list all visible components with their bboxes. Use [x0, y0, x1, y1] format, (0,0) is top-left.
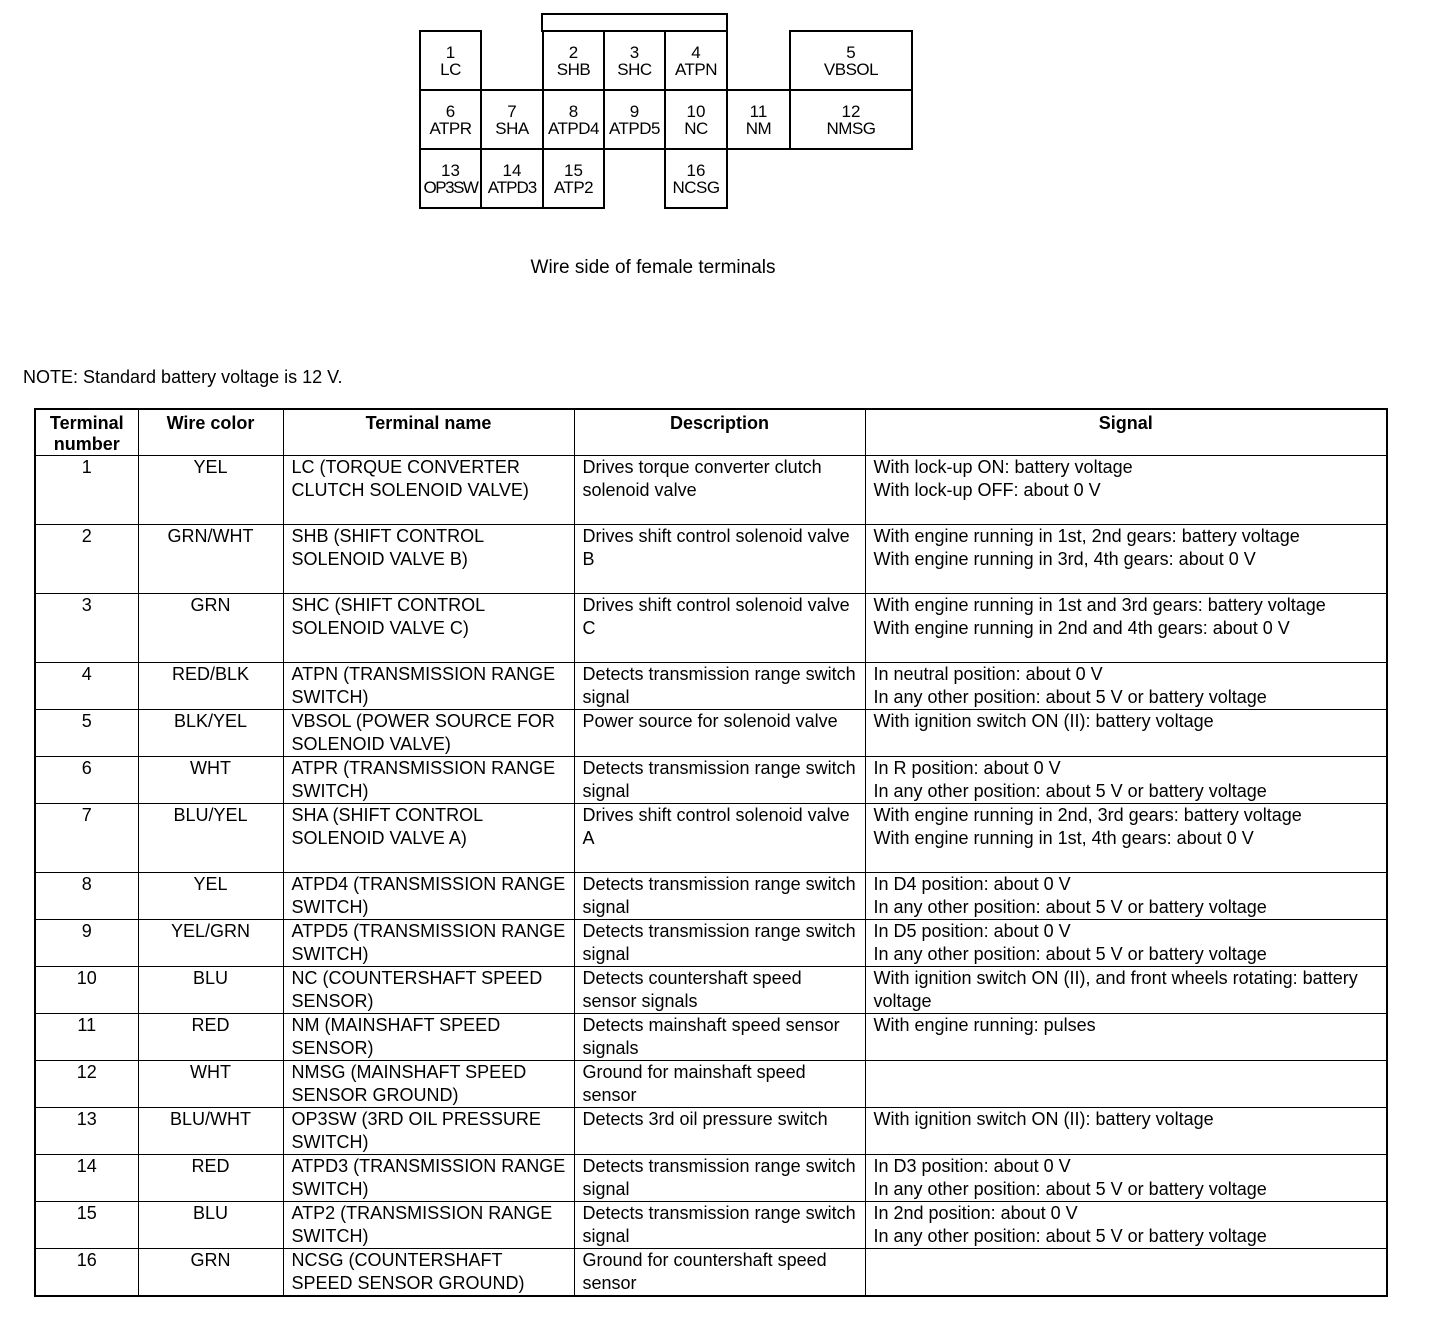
- header-wire-color: Wire color: [138, 409, 283, 456]
- terminal-number: 10: [686, 101, 706, 121]
- terminal-label: ATPD5: [608, 118, 661, 138]
- wire-color-cell: YEL/GRN: [138, 920, 283, 967]
- terminal-name-cell: ATPD4 (TRANSMISSION RANGE SWITCH): [283, 873, 574, 920]
- table-row: [35, 873, 1387, 920]
- signal-cell: With ignition switch ON (II), and front wheels rotating: battery voltage: [865, 967, 1387, 1014]
- terminal-label: ATPD4: [547, 118, 600, 138]
- header-terminal-name: Terminal name: [283, 409, 574, 456]
- signal-cell: [865, 1061, 1387, 1108]
- signal-cell: With engine running: pulses: [865, 1014, 1387, 1061]
- description-cell: Drives shift control solenoid valve B: [574, 525, 865, 594]
- wire-color-cell: RED/BLK: [138, 663, 283, 710]
- table-row: [35, 1061, 1387, 1108]
- terminal-label: OP3SW: [423, 177, 478, 197]
- terminal-number-cell: 3: [35, 594, 138, 663]
- table-row: [35, 920, 1387, 967]
- wire-color-cell: WHT: [138, 1061, 283, 1108]
- terminal-label: SHC: [617, 59, 652, 79]
- terminal-number-cell: 9: [35, 920, 138, 967]
- terminal-2: [542, 30, 605, 91]
- terminal-15: [542, 148, 605, 209]
- terminal-number-cell: 7: [35, 804, 138, 873]
- terminal-12: [789, 89, 913, 150]
- terminal-number: 11: [749, 101, 768, 121]
- terminal-name-cell: OP3SW (3RD OIL PRESSURE SWITCH): [283, 1108, 574, 1155]
- description-cell: Ground for countershaft speed sensor: [574, 1249, 865, 1297]
- description-cell: Detects 3rd oil pressure switch: [574, 1108, 865, 1155]
- terminal-label: NCSG: [672, 177, 720, 197]
- wire-color-cell: BLU/WHT: [138, 1108, 283, 1155]
- wire-color-cell: RED: [138, 1155, 283, 1202]
- terminal-name-cell: NM (MAINSHAFT SPEED SENSOR): [283, 1014, 574, 1061]
- terminal-11: [726, 89, 791, 150]
- terminal-number: 4: [691, 42, 701, 62]
- terminal-7: [480, 89, 544, 150]
- terminal-name-cell: ATPN (TRANSMISSION RANGE SWITCH): [283, 663, 574, 710]
- description-cell: Drives shift control solenoid valve C: [574, 594, 865, 663]
- wire-color-cell: WHT: [138, 757, 283, 804]
- diagram-caption: Wire side of female terminals: [530, 257, 776, 278]
- signal-cell: In D4 position: about 0 V In any other position: about 5 V or battery voltage: [865, 873, 1387, 920]
- wire-color-cell: RED: [138, 1014, 283, 1061]
- signal-cell: With ignition switch ON (II): battery voltage: [865, 710, 1387, 757]
- terminal-number: 8: [568, 101, 579, 121]
- wire-color-cell: YEL: [138, 456, 283, 525]
- description-cell: Ground for mainshaft speed sensor: [574, 1061, 865, 1108]
- signal-cell: In R position: about 0 V In any other position: about 5 V or battery voltage: [865, 757, 1387, 804]
- terminal-number: 16: [686, 160, 706, 180]
- signal-cell: In 2nd position: about 0 V In any other position: about 5 V or battery voltage: [865, 1202, 1387, 1249]
- terminal-14: [480, 148, 544, 209]
- terminal-number-cell: 10: [35, 967, 138, 1014]
- table-row: [35, 456, 1387, 525]
- description-cell: Drives shift control solenoid valve A: [574, 804, 865, 873]
- wire-color-cell: BLU: [138, 967, 283, 1014]
- terminal-name-cell: SHA (SHIFT CONTROL SOLENOID VALVE A): [283, 804, 574, 873]
- terminal-label: ATPD3: [487, 177, 537, 197]
- description-cell: Detects transmission range switch signal: [574, 1155, 865, 1202]
- terminal-number-cell: 14: [35, 1155, 138, 1202]
- description-cell: Detects transmission range switch signal: [574, 757, 865, 804]
- terminal-label: SHB: [556, 59, 591, 79]
- terminal-number-cell: 12: [35, 1061, 138, 1108]
- signal-cell: In D5 position: about 0 V In any other position: about 5 V or battery voltage: [865, 920, 1387, 967]
- terminal-9: [603, 89, 666, 150]
- description-cell: Detects transmission range switch signal: [574, 920, 865, 967]
- wire-color-cell: YEL: [138, 873, 283, 920]
- connector-diagram: [0, 0, 1440, 230]
- terminal-name-cell: ATPR (TRANSMISSION RANGE SWITCH): [283, 757, 574, 804]
- signal-cell: With engine running in 1st, 2nd gears: battery voltage With engine running in 3rd, 4th gears: about 0 V: [865, 525, 1387, 594]
- signal-cell: In neutral position: about 0 V In any other position: about 5 V or battery voltage: [865, 663, 1387, 710]
- terminal-label: SHA: [495, 118, 529, 138]
- table-row: [35, 1014, 1387, 1061]
- description-cell: Detects transmission range switch signal: [574, 1202, 865, 1249]
- table-row: [35, 710, 1387, 757]
- terminal-6: [419, 89, 482, 150]
- terminal-label: NMSG: [826, 118, 876, 138]
- description-cell: Detects countershaft speed sensor signals: [574, 967, 865, 1014]
- table-row: [35, 1108, 1387, 1155]
- terminal-label: ATPR: [429, 118, 472, 138]
- description-cell: Detects transmission range switch signal: [574, 873, 865, 920]
- header-signal: Signal: [865, 409, 1387, 456]
- table-row: [35, 525, 1387, 594]
- terminal-number-cell: 15: [35, 1202, 138, 1249]
- terminal-number-cell: 4: [35, 663, 138, 710]
- header-terminal-number: Terminal number: [35, 409, 138, 456]
- terminal-name-cell: VBSOL (POWER SOURCE FOR SOLENOID VALVE): [283, 710, 574, 757]
- description-cell: Detects mainshaft speed sensor signals: [574, 1014, 865, 1061]
- terminal-name-cell: NCSG (COUNTERSHAFT SPEED SENSOR GROUND): [283, 1249, 574, 1297]
- signal-cell: With ignition switch ON (II): battery voltage: [865, 1108, 1387, 1155]
- terminal-1: [419, 30, 482, 91]
- table-row: [35, 1249, 1387, 1297]
- terminal-label: NC: [684, 118, 708, 138]
- terminal-4: [664, 30, 728, 91]
- terminal-number-cell: 1: [35, 456, 138, 525]
- terminal-number: 13: [441, 160, 460, 180]
- terminal-name-cell: ATP2 (TRANSMISSION RANGE SWITCH): [283, 1202, 574, 1249]
- terminal-number: 6: [445, 101, 456, 121]
- terminal-name-cell: ATPD5 (TRANSMISSION RANGE SWITCH): [283, 920, 574, 967]
- terminal-label: VBSOL: [823, 59, 879, 79]
- terminal-3: [603, 30, 666, 91]
- terminal-8: [542, 89, 605, 150]
- table-row: [35, 1202, 1387, 1249]
- wire-color-cell: BLK/YEL: [138, 710, 283, 757]
- signal-cell: [865, 1249, 1387, 1297]
- terminal-number-cell: 6: [35, 757, 138, 804]
- table-row: [35, 663, 1387, 710]
- terminal-name-cell: SHC (SHIFT CONTROL SOLENOID VALVE C): [283, 594, 574, 663]
- terminal-number-cell: 5: [35, 710, 138, 757]
- signal-cell: In D3 position: about 0 V In any other position: about 5 V or battery voltage: [865, 1155, 1387, 1202]
- terminal-number: 5: [846, 42, 856, 62]
- terminal-number: 14: [502, 160, 522, 180]
- signal-cell: With engine running in 1st and 3rd gears: battery voltage With engine running in 2nd and 4th gears: about 0 V: [865, 594, 1387, 663]
- wire-color-cell: BLU/YEL: [138, 804, 283, 873]
- description-cell: Power source for solenoid valve: [574, 710, 865, 757]
- terminal-number: 9: [629, 101, 640, 121]
- table-header-row: [35, 409, 1387, 456]
- table-row: [35, 967, 1387, 1014]
- signal-cell: With lock-up ON: battery voltage With lock-up OFF: about 0 V: [865, 456, 1387, 525]
- terminal-5: [789, 30, 913, 91]
- wire-color-cell: GRN: [138, 594, 283, 663]
- terminal-table: [34, 408, 1388, 1297]
- description-cell: Drives torque converter clutch solenoid valve: [574, 456, 865, 525]
- wire-color-cell: GRN/WHT: [138, 525, 283, 594]
- terminal-name-cell: NMSG (MAINSHAFT SPEED SENSOR GROUND): [283, 1061, 574, 1108]
- terminal-number-cell: 16: [35, 1249, 138, 1297]
- terminal-number-cell: 13: [35, 1108, 138, 1155]
- terminal-number: 2: [568, 42, 579, 62]
- terminal-16: [664, 148, 728, 209]
- wire-color-cell: BLU: [138, 1202, 283, 1249]
- terminal-number: 1: [445, 42, 456, 62]
- terminal-10: [664, 89, 728, 150]
- terminal-label: ATP2: [553, 177, 594, 197]
- terminal-name-cell: LC (TORQUE CONVERTER CLUTCH SOLENOID VALVE): [283, 456, 574, 525]
- table-row: [35, 594, 1387, 663]
- terminal-number: 12: [841, 101, 861, 121]
- signal-cell: With engine running in 2nd, 3rd gears: battery voltage With engine running in 1st, 4th gears: about 0 V: [865, 804, 1387, 873]
- terminal-label: LC: [440, 59, 461, 79]
- terminal-label: ATPN: [674, 59, 718, 79]
- terminal-name-cell: SHB (SHIFT CONTROL SOLENOID VALVE B): [283, 525, 574, 594]
- terminal-name-cell: ATPD3 (TRANSMISSION RANGE SWITCH): [283, 1155, 574, 1202]
- terminal-number: 15: [564, 160, 583, 180]
- description-cell: Detects transmission range switch signal: [574, 663, 865, 710]
- terminal-number-cell: 11: [35, 1014, 138, 1061]
- table-row: [35, 757, 1387, 804]
- voltage-note: NOTE: Standard battery voltage is 12 V.: [23, 367, 343, 387]
- terminal-number-cell: 2: [35, 525, 138, 594]
- terminal-name-cell: NC (COUNTERSHAFT SPEED SENSOR): [283, 967, 574, 1014]
- wire-color-cell: GRN: [138, 1249, 283, 1297]
- terminal-13: [419, 148, 482, 209]
- table-row: [35, 804, 1387, 873]
- terminal-number-cell: 8: [35, 873, 138, 920]
- terminal-number: 7: [507, 101, 517, 121]
- terminal-label: NM: [745, 118, 772, 138]
- terminal-number: 3: [629, 42, 640, 62]
- header-description: Description: [574, 409, 865, 456]
- table-row: [35, 1155, 1387, 1202]
